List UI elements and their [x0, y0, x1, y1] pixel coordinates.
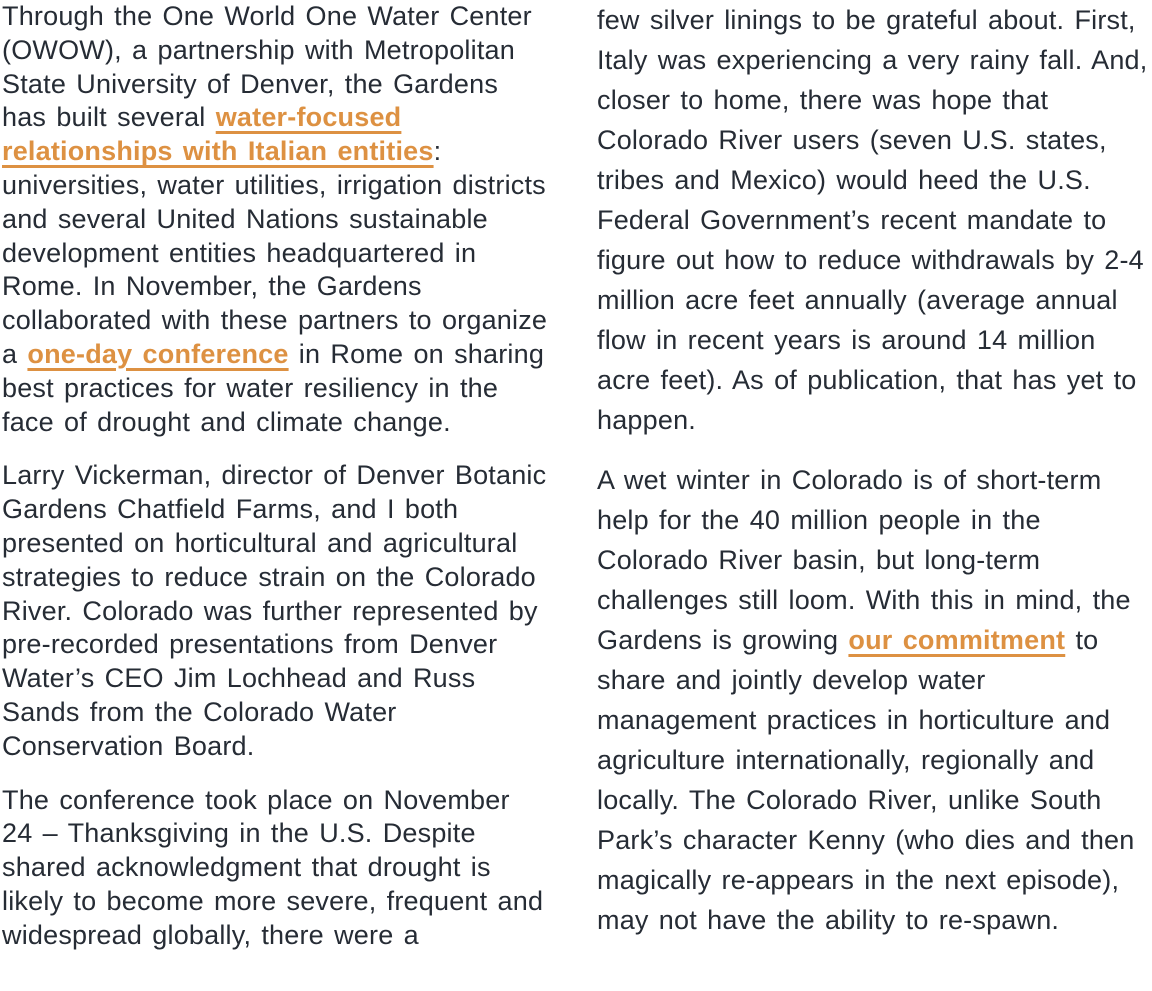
paragraph — [2, 459, 550, 763]
paragraph — [597, 460, 1152, 940]
paragraph — [2, 784, 550, 953]
text-column-left — [2, 0, 550, 953]
text-link[interactable]: water-focused relationships with Italian entities — [2, 102, 434, 167]
text-run: in Rome on sharing best practices for water resiliency in the face of drought and climate change. — [2, 338, 545, 437]
text-run: to share and jointly develop water management practices in horticulture and agriculture internationally, regionally and locally. The Colorado River, unlike South Park’s character Kenny (who dies and then magically re-appears in the next episode), may not have the ability to re-spawn. — [597, 625, 1135, 935]
text-run: few silver linings to be grateful about. First, Italy was experiencing a very rainy fall. And, closer to home, there was hope that Colorado River users (seven U.S. states, tribes and Mexico) would heed the U.S. Federal Government’s recent mandate to figure out how to reduce withdrawals by 2-4 million acre feet annually (average annual flow in recent years is around 14 million acre feet). As of publication, that has yet to happen. — [597, 5, 1148, 435]
paragraph — [597, 0, 1152, 440]
text-run: A wet winter in Colorado is of short-term help for the 40 million people in the Colorado River basin, but long-term challenges still loom. With this in mind, the Gardens is growing — [597, 465, 1131, 655]
text-column-right — [597, 0, 1152, 940]
text-link[interactable]: one-day conference — [27, 338, 289, 369]
text-run: The conference took place on November 24 – Thanksgiving in the U.S. Despite shared acknowledgment that drought is likely to become more severe, frequent and widespread globally, there were a — [2, 784, 544, 950]
text-link[interactable]: our commitment — [848, 625, 1066, 655]
paragraph — [2, 0, 550, 439]
text-run: Larry Vickerman, director of Denver Botanic Gardens Chatfield Farms, and I both presented on horticultural and agricultural strategies to reduce strain on the Colorado River. Colorado was further represented by pre-recorded presentations from Denver Water’s CEO Jim Lochhead and Russ Sands from the Colorado Water Conservation Board. — [2, 460, 547, 761]
text-run: Through the One World One Water Center (OWOW), a partnership with Metropolitan State University of Denver, the Gardens has built several — [2, 1, 532, 133]
text-run: : universities, water utilities, irrigation districts and several United Nations sustainable development entities headquartered in Rome. In November, the Gardens collaborated with these partners to organize a — [2, 136, 548, 369]
